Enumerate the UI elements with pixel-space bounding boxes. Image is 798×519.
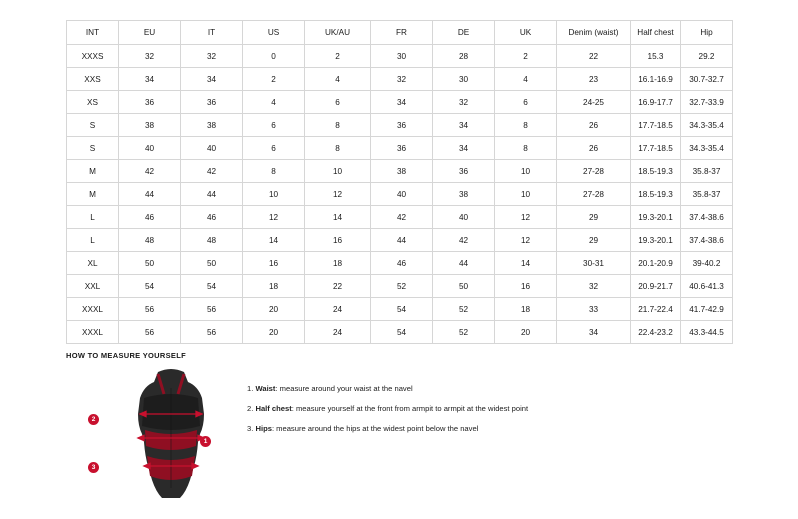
size-value-cell: 56 <box>181 298 243 321</box>
size-value-cell: 4 <box>305 68 371 91</box>
size-value-cell: 32 <box>433 91 495 114</box>
measure-instructions-list <box>247 368 528 444</box>
size-chart-table <box>66 20 733 344</box>
size-value-cell: 46 <box>181 206 243 229</box>
size-value-cell: 6 <box>495 91 557 114</box>
size-value-cell: 38 <box>181 114 243 137</box>
size-value-cell: 48 <box>181 229 243 252</box>
size-value-cell: 23 <box>557 68 631 91</box>
size-value-cell: 22 <box>557 45 631 68</box>
size-value-cell: 34.3-35.4 <box>681 137 733 160</box>
size-value-cell: 12 <box>243 206 305 229</box>
size-value-cell: 52 <box>433 321 495 344</box>
size-value-cell: 44 <box>181 183 243 206</box>
size-value-cell: 30 <box>433 68 495 91</box>
size-value-cell: 18 <box>243 275 305 298</box>
size-value-cell: 20.9-21.7 <box>631 275 681 298</box>
column-header: EU <box>119 21 181 45</box>
size-label-cell: XXXL <box>67 298 119 321</box>
size-value-cell: 43.3-44.5 <box>681 321 733 344</box>
size-value-cell: 44 <box>371 229 433 252</box>
size-value-cell: 16 <box>495 275 557 298</box>
size-value-cell: 30.7-32.7 <box>681 68 733 91</box>
size-value-cell: 40 <box>181 137 243 160</box>
how-to-measure-section <box>66 351 746 503</box>
size-value-cell: 16.1-16.9 <box>631 68 681 91</box>
instruction-number: 2. <box>247 404 254 414</box>
instruction-label: Waist <box>255 384 276 393</box>
size-value-cell: 26 <box>557 114 631 137</box>
size-value-cell: 12 <box>495 206 557 229</box>
size-value-cell: 2 <box>305 45 371 68</box>
size-value-cell: 32 <box>557 275 631 298</box>
size-value-cell: 21.7-22.4 <box>631 298 681 321</box>
size-value-cell: 44 <box>119 183 181 206</box>
size-value-cell: 56 <box>181 321 243 344</box>
size-value-cell: 38 <box>119 114 181 137</box>
size-value-cell: 22 <box>305 275 371 298</box>
size-value-cell: 34 <box>557 321 631 344</box>
size-value-cell: 17.7-18.5 <box>631 137 681 160</box>
table-header-row <box>67 21 733 45</box>
size-value-cell: 33 <box>557 298 631 321</box>
measure-instruction <box>247 424 528 433</box>
size-label-cell: L <box>67 229 119 252</box>
size-label-cell: XXXL <box>67 321 119 344</box>
measure-badge-2: 2 <box>88 414 99 425</box>
size-value-cell: 19.3-20.1 <box>631 206 681 229</box>
size-label-cell: XXXS <box>67 45 119 68</box>
size-value-cell: 38 <box>371 160 433 183</box>
how-to-measure-body <box>66 368 746 503</box>
table-row <box>67 68 733 91</box>
size-value-cell: 17.7-18.5 <box>631 114 681 137</box>
column-header: UK <box>495 21 557 45</box>
size-value-cell: 2 <box>495 45 557 68</box>
size-label-cell: S <box>67 137 119 160</box>
size-value-cell: 16 <box>243 252 305 275</box>
size-value-cell: 6 <box>305 91 371 114</box>
measure-badge-1: 1 <box>200 436 211 447</box>
size-value-cell: 8 <box>305 114 371 137</box>
size-value-cell: 46 <box>371 252 433 275</box>
size-value-cell: 32 <box>371 68 433 91</box>
size-value-cell: 20 <box>243 321 305 344</box>
size-value-cell: 56 <box>119 298 181 321</box>
size-value-cell: 16 <box>305 229 371 252</box>
size-value-cell: 54 <box>371 298 433 321</box>
size-value-cell: 30 <box>371 45 433 68</box>
instruction-number: 3. <box>247 424 254 434</box>
instruction-label: Hips <box>255 424 272 434</box>
size-value-cell: 32.7-33.9 <box>681 91 733 114</box>
size-value-cell: 20 <box>243 298 305 321</box>
table-row <box>67 114 733 137</box>
size-value-cell: 38 <box>433 183 495 206</box>
column-header: Hip <box>681 21 733 45</box>
size-label-cell: XXL <box>67 275 119 298</box>
size-label-cell: XL <box>67 252 119 275</box>
size-value-cell: 54 <box>181 275 243 298</box>
table-row <box>67 183 733 206</box>
size-value-cell: 28 <box>433 45 495 68</box>
size-value-cell: 36 <box>371 114 433 137</box>
size-value-cell: 10 <box>305 160 371 183</box>
size-label-cell: L <box>67 206 119 229</box>
table-row <box>67 229 733 252</box>
size-value-cell: 52 <box>433 298 495 321</box>
instruction-label: Half chest <box>255 404 292 414</box>
size-value-cell: 27-28 <box>557 160 631 183</box>
column-header: US <box>243 21 305 45</box>
size-value-cell: 10 <box>495 183 557 206</box>
size-value-cell: 56 <box>119 321 181 344</box>
mannequin-illustration <box>114 368 229 503</box>
column-header: FR <box>371 21 433 45</box>
table-row <box>67 160 733 183</box>
size-value-cell: 14 <box>495 252 557 275</box>
size-value-cell: 18.5-19.3 <box>631 160 681 183</box>
size-value-cell: 24 <box>305 298 371 321</box>
size-value-cell: 54 <box>371 321 433 344</box>
size-value-cell: 34 <box>371 91 433 114</box>
size-value-cell: 44 <box>433 252 495 275</box>
size-value-cell: 0 <box>243 45 305 68</box>
size-value-cell: 19.3-20.1 <box>631 229 681 252</box>
size-label-cell: XS <box>67 91 119 114</box>
size-value-cell: 36 <box>119 91 181 114</box>
size-value-cell: 35.8-37 <box>681 183 733 206</box>
measure-badge-3: 3 <box>88 462 99 473</box>
size-value-cell: 20.1-20.9 <box>631 252 681 275</box>
size-value-cell: 32 <box>181 45 243 68</box>
table-row <box>67 45 733 68</box>
size-value-cell: 18.5-19.3 <box>631 183 681 206</box>
size-value-cell: 34 <box>433 114 495 137</box>
column-header: Denim (waist) <box>557 21 631 45</box>
size-value-cell: 27-28 <box>557 183 631 206</box>
size-label-cell: XXS <box>67 68 119 91</box>
size-value-cell: 22.4-23.2 <box>631 321 681 344</box>
size-value-cell: 29 <box>557 229 631 252</box>
instruction-text: : measure around your waist at the navel <box>275 384 413 393</box>
table-row <box>67 137 733 160</box>
size-value-cell: 14 <box>305 206 371 229</box>
size-value-cell: 46 <box>119 206 181 229</box>
table-row <box>67 91 733 114</box>
size-value-cell: 50 <box>119 252 181 275</box>
size-value-cell: 40 <box>371 183 433 206</box>
size-value-cell: 8 <box>495 114 557 137</box>
how-to-measure-title: HOW TO MEASURE YOURSELF <box>66 351 186 360</box>
size-value-cell: 35.8-37 <box>681 160 733 183</box>
table-row <box>67 298 733 321</box>
size-value-cell: 42 <box>181 160 243 183</box>
size-value-cell: 20 <box>495 321 557 344</box>
size-value-cell: 48 <box>119 229 181 252</box>
size-value-cell: 12 <box>495 229 557 252</box>
column-header: DE <box>433 21 495 45</box>
size-value-cell: 52 <box>371 275 433 298</box>
measurement-figure <box>91 368 229 503</box>
size-value-cell: 37.4-38.6 <box>681 229 733 252</box>
size-value-cell: 39-40.2 <box>681 252 733 275</box>
size-value-cell: 8 <box>305 137 371 160</box>
size-value-cell: 40.6-41.3 <box>681 275 733 298</box>
measure-instruction <box>247 384 528 393</box>
size-value-cell: 2 <box>243 68 305 91</box>
size-value-cell: 41.7-42.9 <box>681 298 733 321</box>
size-value-cell: 6 <box>243 137 305 160</box>
size-value-cell: 54 <box>119 275 181 298</box>
size-value-cell: 4 <box>495 68 557 91</box>
table-row <box>67 206 733 229</box>
size-value-cell: 4 <box>243 91 305 114</box>
size-value-cell: 36 <box>433 160 495 183</box>
instruction-text: : measure yourself at the front from armpit to armpit at the widest point <box>291 404 529 414</box>
size-value-cell: 6 <box>243 114 305 137</box>
size-label-cell: S <box>67 114 119 137</box>
size-value-cell: 10 <box>243 183 305 206</box>
column-header: Half chest <box>631 21 681 45</box>
size-value-cell: 34 <box>181 68 243 91</box>
size-value-cell: 29.2 <box>681 45 733 68</box>
size-value-cell: 15.3 <box>631 45 681 68</box>
instruction-text: : measure around the hips at the widest point below the navel <box>271 424 479 434</box>
size-value-cell: 32 <box>119 45 181 68</box>
column-header: IT <box>181 21 243 45</box>
size-value-cell: 10 <box>495 160 557 183</box>
table-row <box>67 275 733 298</box>
measure-instruction <box>247 404 528 413</box>
size-value-cell: 42 <box>119 160 181 183</box>
size-label-cell: M <box>67 183 119 206</box>
size-value-cell: 50 <box>433 275 495 298</box>
size-value-cell: 34 <box>433 137 495 160</box>
instruction-number: 1. <box>247 384 254 393</box>
size-value-cell: 50 <box>181 252 243 275</box>
size-value-cell: 24 <box>305 321 371 344</box>
size-value-cell: 18 <box>495 298 557 321</box>
size-value-cell: 26 <box>557 137 631 160</box>
table-row <box>67 321 733 344</box>
size-value-cell: 18 <box>305 252 371 275</box>
size-value-cell: 8 <box>495 137 557 160</box>
size-value-cell: 14 <box>243 229 305 252</box>
size-chart-container <box>66 20 732 344</box>
size-value-cell: 40 <box>119 137 181 160</box>
table-row <box>67 252 733 275</box>
size-value-cell: 36 <box>371 137 433 160</box>
size-label-cell: M <box>67 160 119 183</box>
size-value-cell: 29 <box>557 206 631 229</box>
size-value-cell: 36 <box>181 91 243 114</box>
size-value-cell: 42 <box>433 229 495 252</box>
size-value-cell: 37.4-38.6 <box>681 206 733 229</box>
size-value-cell: 16.9-17.7 <box>631 91 681 114</box>
size-value-cell: 40 <box>433 206 495 229</box>
size-value-cell: 24-25 <box>557 91 631 114</box>
size-value-cell: 34 <box>119 68 181 91</box>
column-header: UK/AU <box>305 21 371 45</box>
size-value-cell: 8 <box>243 160 305 183</box>
column-header: INT <box>67 21 119 45</box>
size-value-cell: 42 <box>371 206 433 229</box>
size-value-cell: 34.3-35.4 <box>681 114 733 137</box>
size-value-cell: 30-31 <box>557 252 631 275</box>
size-value-cell: 12 <box>305 183 371 206</box>
